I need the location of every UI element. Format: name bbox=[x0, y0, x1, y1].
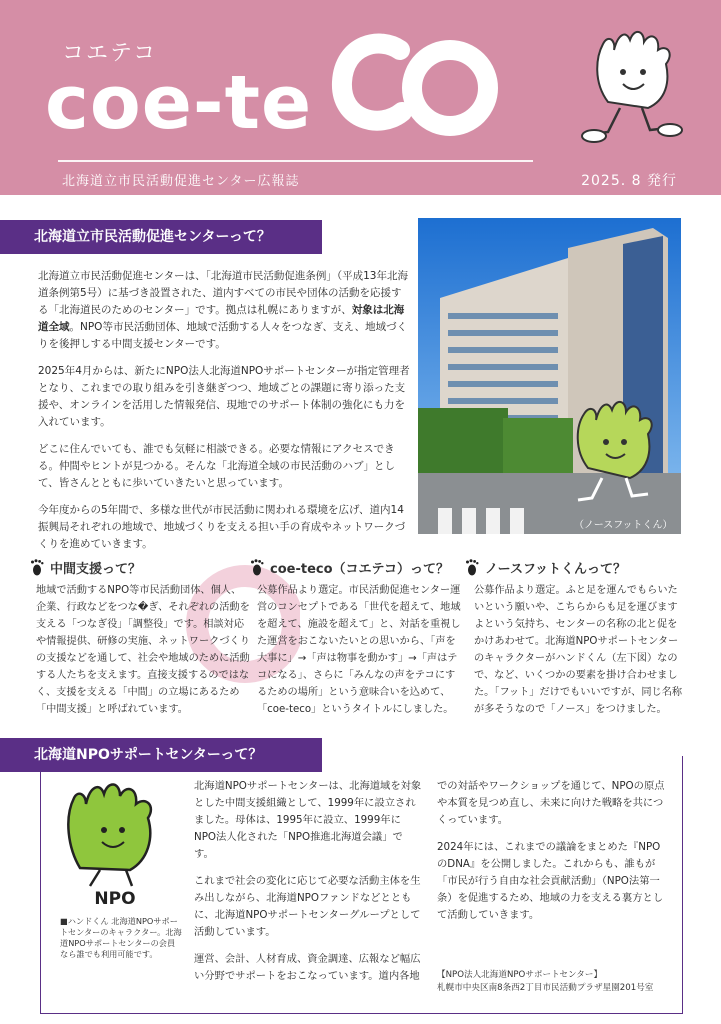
newsletter-subtitle: 北海道立市民活動促進センター広報誌 bbox=[62, 174, 300, 189]
intro-text bbox=[38, 268, 410, 563]
hand-kun-character-icon bbox=[60, 778, 170, 908]
npo-paragraph: での対話やワークショップを通じて、NPOの原点や本質を見つめ直し、未来に向けた戦略を共につくっています。 bbox=[437, 780, 665, 826]
section-title-center: 北海道立市民活動促進センターって？ bbox=[0, 220, 322, 254]
npo-address-title: 【NPO法人北海道NPOサポートセンター】 bbox=[437, 970, 603, 980]
intro-paragraph: どこに住んでいても、誰でも気軽に相談できる。必要な情報にアクセスできる。仲間やヒントが見つかる。そんな「北海道全域の市民活動のハブ」として、皆さんとともに歩いていきたいと思っています。 bbox=[38, 443, 395, 489]
kana-title: コエテコ bbox=[62, 41, 158, 66]
intro-paragraph: 北海道立市民活動促進センターは、「北海道市民活動促進条例」（平成13年北海道条例第5号）に基づき設置された、道内すべての市民や団体の活動を応援する「北海道民のためのセンター」です。拠点は札幌にありますが、対象は北海道全域。NPO等市民活動団体、地域で活動する人々をつなぎ、支え、地域づくりを後押しする中間支援センターです。 bbox=[38, 270, 408, 350]
intro-paragraph: 2025年4月からは、新たにNPO法人北海道NPOサポートセンターが指定管理者となり、これまでの取り組みを引き継ぎつつ、地域ごとの課題に寄り添った支援や、オンラインを活用した情報発信、現地でのサポート体制の強化にも力を入れています。 bbox=[38, 365, 410, 428]
column-heading-north-foot bbox=[465, 558, 626, 577]
building-photo bbox=[418, 218, 681, 534]
building-illustration bbox=[418, 218, 681, 534]
north-foot-mascot-icon bbox=[578, 22, 688, 152]
column-text: 地域で活動するNPO等市民活動団体、個人、企業、行政などをつな�ぎ、それぞれの活動を支える「つなぎ役」「調整役」です。相談対応や情報提供、研修の実施、ネットワークづくりの支援などを通して、社会や地域のために活動する人たちを支えます。直接支援するのではなく、支援を支える「中間」の立場にあるため「中間支援」と呼ばれています。 bbox=[36, 585, 250, 715]
npo-paragraph: 北海道NPOサポートセンターは、北海道域を対象とした中間支援組織として、1999年に設立されました。母体は、1995年に設立、1999年にNPO法人化された「NPO推進北海道会議」です。 bbox=[194, 780, 422, 860]
section-title-npo-support: 北海道NPOサポートセンターって？ bbox=[0, 738, 322, 772]
npo-address: 札幌市中央区南8条西2丁目市民活動プラザ星園201号室 bbox=[437, 983, 654, 993]
header-divider bbox=[58, 160, 533, 162]
column-heading-text: 中間支援って？ bbox=[50, 562, 142, 577]
column-heading-text: coe-teco（コエテコ）って？ bbox=[270, 562, 449, 577]
co-logo-mark-icon bbox=[330, 30, 500, 140]
npo-address-block bbox=[437, 969, 677, 995]
column-text: 公募作品より選定。ふと足を運んでもらいたいという願いや、こちらからも足を運びますよという気持ち、センターの名称の北と促をかけあわせて。北海道NPOサポートセンターのキャラクターがハンドくん（左下図）なので、など、いくつかの要素を掛け合わせました。「フット」だけでもいいですが、同じ名称が多そうなので「ノース」をつけました。 bbox=[474, 585, 683, 715]
npo-paragraph: 2024年には、これまでの議論をまとめた『NPOのDNA』を公開しました。これからも、誰もが「市民が行う自由な社会貢献活動」（NPO法第一条）を促進するため、地域の力を支える裏方として活動していきます。 bbox=[437, 841, 664, 921]
npo-text-column-2 bbox=[437, 778, 667, 934]
footprint-icon bbox=[30, 559, 44, 576]
photo-caption: （ノースフットくん） bbox=[574, 520, 673, 531]
column-heading-coe-teco bbox=[250, 558, 449, 577]
npo-paragraph: これまで社会の変化に応じて必要な活動主体を生み出しながら、北海道NPOファンドなどとともに、北海道NPOサポートセンターグループとして活動しています。 bbox=[194, 875, 421, 938]
hand-kun-caption: ■ハンドくん 北海道NPOサポートセンターのキャラクター。北海道NPOサポートセンターの会員なら誰でも利用可能です。 bbox=[60, 916, 182, 959]
logo-text: coe-te bbox=[45, 60, 313, 146]
column-text: 公募作品より選定。市民活動促進センター運営のコンセプトである「世代を超えて、地域を超えて、施設を超えて」と、対話を重視した運営をおこないたいとの思いから、「声を大事に」→「声は物事を動かす」→「声はテコになる」、さらに「みんなの声をテコにするための場所」という意味合いを込めて、「coe-teco」というタイトルにしました。 bbox=[257, 585, 461, 715]
footprint-icon bbox=[250, 559, 264, 576]
footprint-icon bbox=[465, 559, 479, 576]
npo-text-column-1 bbox=[194, 778, 422, 995]
npo-paragraph: 運営、会計、人材育成、資金調達、広報など幅広い分野でサポートをおこなっています。道内各地 bbox=[194, 953, 421, 982]
column-heading-text: ノースフットくんって？ bbox=[485, 562, 627, 577]
issue-date: 2025. 8 発行 bbox=[581, 173, 677, 189]
intro-paragraph: 今年度からの5年間で、多様な世代が市民活動に関われる環境を広げ、道内14振興局それぞれの地域で、地域づくりを支える担い手の育成やネットワークづくりを進めていきます。 bbox=[38, 504, 406, 550]
npo-logo-text: NPO bbox=[94, 889, 136, 908]
column-heading-intermediate-support bbox=[30, 558, 141, 577]
